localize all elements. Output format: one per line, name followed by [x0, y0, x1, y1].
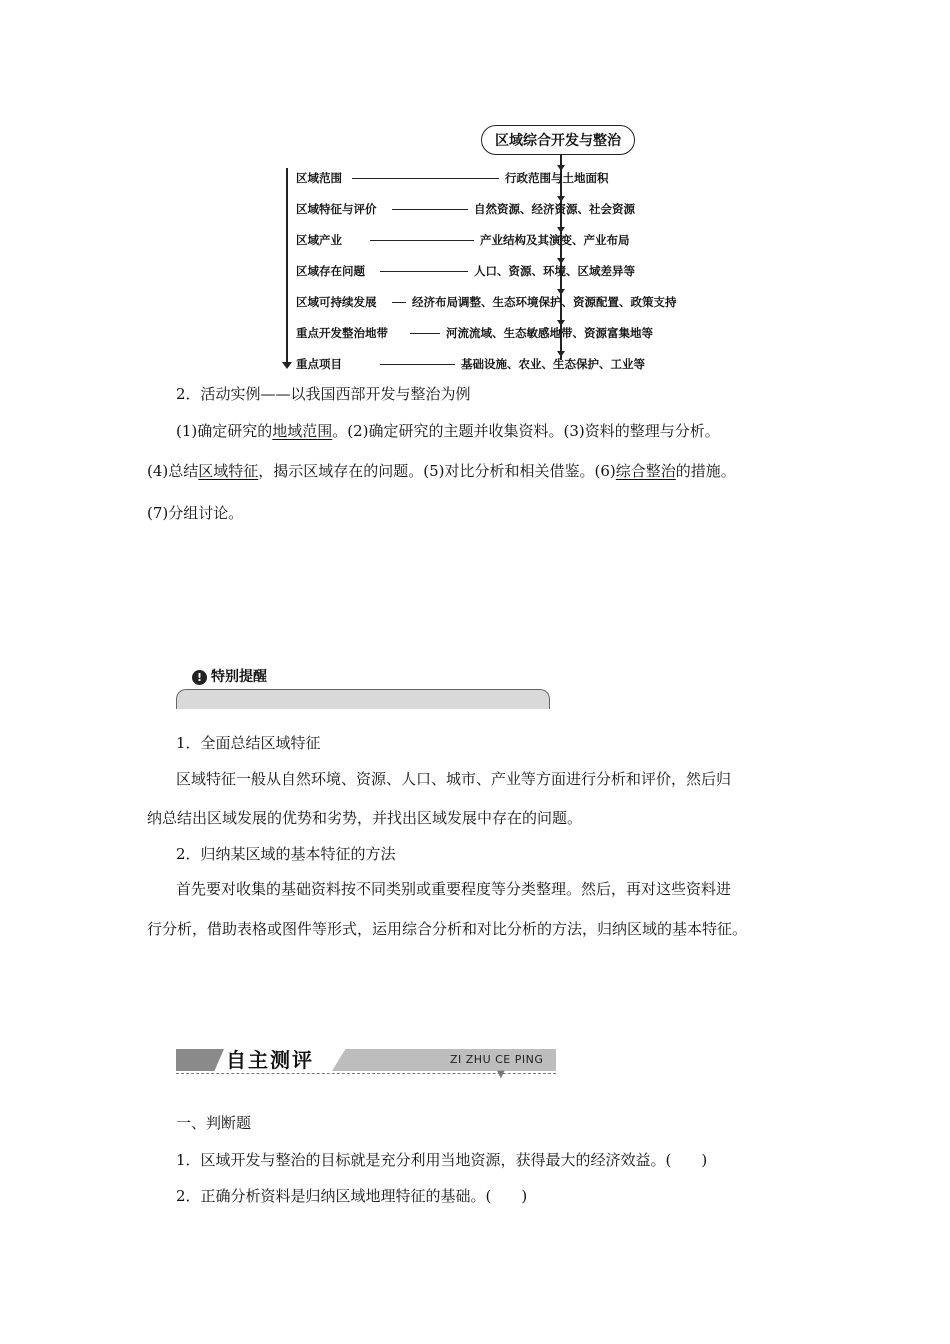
text-fragment: 。(2)确定研究的主题并收集资料。(3)资料的整理与分析。	[332, 422, 720, 440]
tip-p1-line2: 纳总结出区域发展的优势和劣势，并找出区域发展中存在的问题。	[147, 809, 583, 827]
diagram-right-item: 河流流域、生态敏感地带、资源富集地等	[446, 326, 653, 340]
down-arrow-icon	[557, 258, 565, 264]
connector-line	[410, 333, 440, 334]
example-heading: 2．活动实例——以我国西部开发与整治为例	[176, 385, 471, 403]
down-arrow-icon	[557, 289, 565, 295]
diagram-left-item: 重点项目	[296, 357, 342, 371]
diagram-left-item: 区域特征与评价	[296, 202, 377, 216]
left-arrow-icon	[282, 362, 292, 369]
text-fragment: (4)总结	[147, 462, 199, 480]
diagram-right-item: 行政范围与土地面积	[505, 171, 609, 185]
diagram-right-item: 经济布局调整、生态环境保护、资源配置、政策支持	[412, 295, 677, 309]
down-arrow-icon	[557, 227, 565, 233]
diagram-left-item: 区域范围	[296, 171, 342, 185]
section-heading: 一、判断题	[176, 1114, 252, 1132]
diagram-right-item: 人口、资源、环境、区域差异等	[474, 264, 635, 278]
left-axis-line	[286, 168, 288, 364]
tip-p1-line1: 区域特征一般从自然环境、资源、人口、城市、产业等方面进行分析和评价，然后归	[176, 770, 732, 788]
down-arrow-icon	[557, 351, 565, 357]
chevron-down-icon: ▼	[497, 1069, 505, 1080]
diagram-right-item: 自然资源、经济资源、社会资源	[474, 202, 635, 216]
diagram-title: 区域综合开发与整治	[481, 125, 635, 155]
diagram-left-item: 重点开发整治地带	[296, 326, 388, 340]
connector-line	[380, 364, 455, 365]
exclamation-icon: !	[192, 670, 207, 685]
text-fragment: (1)确定研究的	[176, 422, 273, 440]
self-test-title: 自主测评	[226, 1048, 314, 1072]
connector-line	[392, 209, 468, 210]
down-arrow-icon	[557, 196, 565, 202]
diagram-left-item: 区域可持续发展	[296, 295, 377, 309]
question-1: 1．区域开发与整治的目标就是充分利用当地资源，获得最大的经济效益。( )	[176, 1151, 708, 1169]
example-line-3: (7)分组讨论。	[147, 504, 244, 522]
connector-line	[392, 302, 406, 303]
diagram-right-item: 基础设施、农业、生态保护、工业等	[461, 357, 645, 371]
text-fragment: 的措施。	[675, 462, 736, 480]
tip-p2-line2: 行分析，借助表格或图件等形式，运用综合分析和对比分析的方法，归纳区域的基本特征。	[147, 920, 748, 938]
diagram-right-item: 产业结构及其演变、产业布局	[480, 233, 630, 247]
underlined-term: 地域范围	[272, 422, 333, 440]
connector-line	[380, 271, 468, 272]
tip-title: 特别提醒	[211, 669, 267, 685]
example-line-2	[147, 461, 736, 481]
question-2: 2．正确分析资料是归纳区域地理特征的基础。( )	[176, 1187, 528, 1205]
underlined-term: 区域特征	[198, 462, 259, 480]
diagram-left-item: 区域产业	[296, 233, 342, 247]
connector-line	[352, 178, 499, 179]
tip-header-bar	[176, 689, 550, 709]
self-test-pinyin: ZI ZHU CE PING	[450, 1053, 544, 1066]
text-fragment: ，揭示区域存在的问题。(5)对比分析和相关借鉴。(6)	[258, 462, 616, 480]
tip-p2-line1: 首先要对收集的基础资料按不同类别或重要程度等分类整理。然后，再对这些资料进	[176, 880, 732, 898]
underlined-term: 综合整治	[615, 462, 676, 480]
down-arrow-icon	[557, 320, 565, 326]
connector-line	[370, 240, 474, 241]
tip-p1-heading: 1．全面总结区域特征	[176, 734, 321, 752]
down-arrow-icon	[557, 165, 565, 171]
diagram-left-item: 区域存在问题	[296, 264, 365, 278]
example-line-1	[176, 421, 720, 441]
tip-p2-heading: 2．归纳某区域的基本特征的方法	[176, 845, 396, 863]
banner-dark-block	[176, 1049, 224, 1071]
